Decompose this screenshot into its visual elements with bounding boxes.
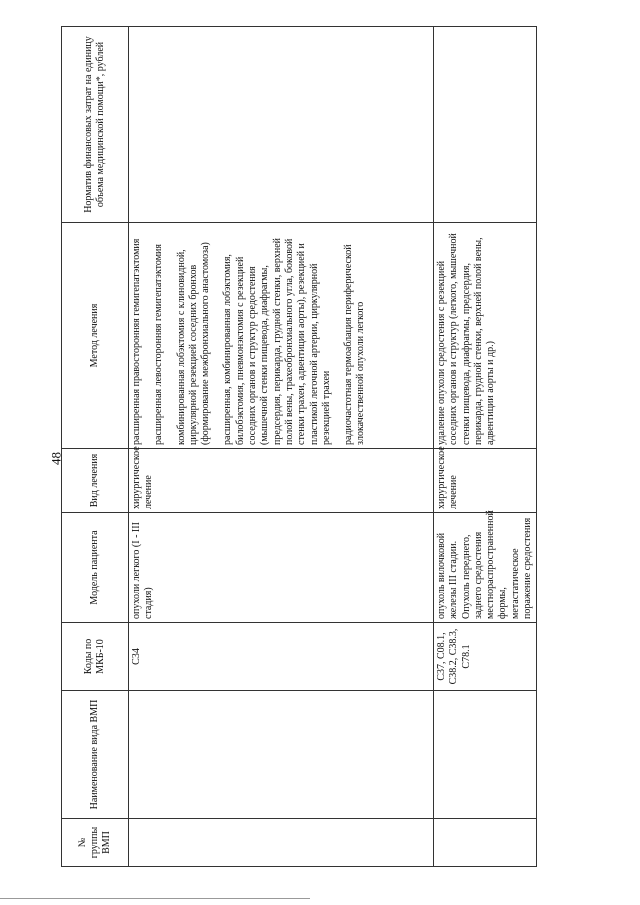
cell-method: [129, 223, 434, 449]
method-item: комбинированная лобэктомия с клиновидной, циркулярной резекцией соседних бронхов (формирование межбронхиального анастомоза): [175, 242, 212, 445]
cell-method: [434, 223, 537, 449]
header-row: [62, 27, 129, 867]
method-item: расширенная правосторонняя гемигепатэктомия: [131, 238, 142, 445]
header-model: Модель пациента: [62, 513, 129, 623]
cell-name: [434, 691, 537, 819]
page-number: 48: [48, 452, 64, 465]
header-method: Метод лечения: [62, 223, 129, 449]
header-norm: Норматив финансовых затрат на единицу объема медицинской помощи*, рублей: [62, 27, 129, 223]
header-type: Вид лечения: [62, 449, 129, 513]
cell-norm: [434, 27, 537, 223]
cell-codes: C34: [129, 623, 434, 691]
method-item: расширенная левосторонняя гемигепатэктомия: [153, 243, 165, 445]
method-item: радиочастотная термоаблация периферической злокачественной опухоли легкого: [343, 244, 367, 445]
method-item: удаление опухоли средостения с резекцией соседних органов и структур (легкого, мышечной стенки пищевода, диафрагмы, предсердия, перикарда, грудной стенки, верхней полой вены, адвентиции аорты и др.): [436, 233, 497, 445]
header-group: № группы ВМП: [62, 819, 129, 867]
cell-model: опухоли легкого (I - III стадия): [129, 513, 434, 623]
cell-model: опухоль вилочковой железы III стадии. Опухоль переднего, заднего средостения местнораспространенной формы, метастатическое поражение средостения: [434, 513, 537, 623]
cell-type: хирургическое лечение: [129, 449, 434, 513]
page-divider: [0, 898, 310, 899]
cell-codes: C37, C08.1, C38.2, C38.3, C78.1: [434, 623, 537, 691]
rotated-page: [61, 27, 617, 867]
cell-group: [129, 819, 434, 867]
table-row: [129, 27, 434, 867]
cell-norm: [129, 27, 434, 223]
header-codes: Коды по МКБ-10: [62, 623, 129, 691]
treatment-table: [61, 26, 537, 867]
header-name: Наименование вида ВМП: [62, 691, 129, 819]
cell-name: [129, 691, 434, 819]
method-item: расширенная, комбинированная лобэктомия, билобэктомия, пневмонэктомия с резекцией соседних органов и структур средостения (мышечной стенки пищевода, диафрагмы, предсердия, перикарда, грудной стенки, верхней полой вены, трахеобронхиального угла, боковой стенки трахеи, адвентиции аорты), резекцией и пластикой легочной артерии, циркулярной резекцией трахеи: [222, 237, 332, 445]
table-row: [434, 27, 537, 867]
cell-type: хирургическое лечение: [434, 449, 537, 513]
cell-group: [434, 819, 537, 867]
